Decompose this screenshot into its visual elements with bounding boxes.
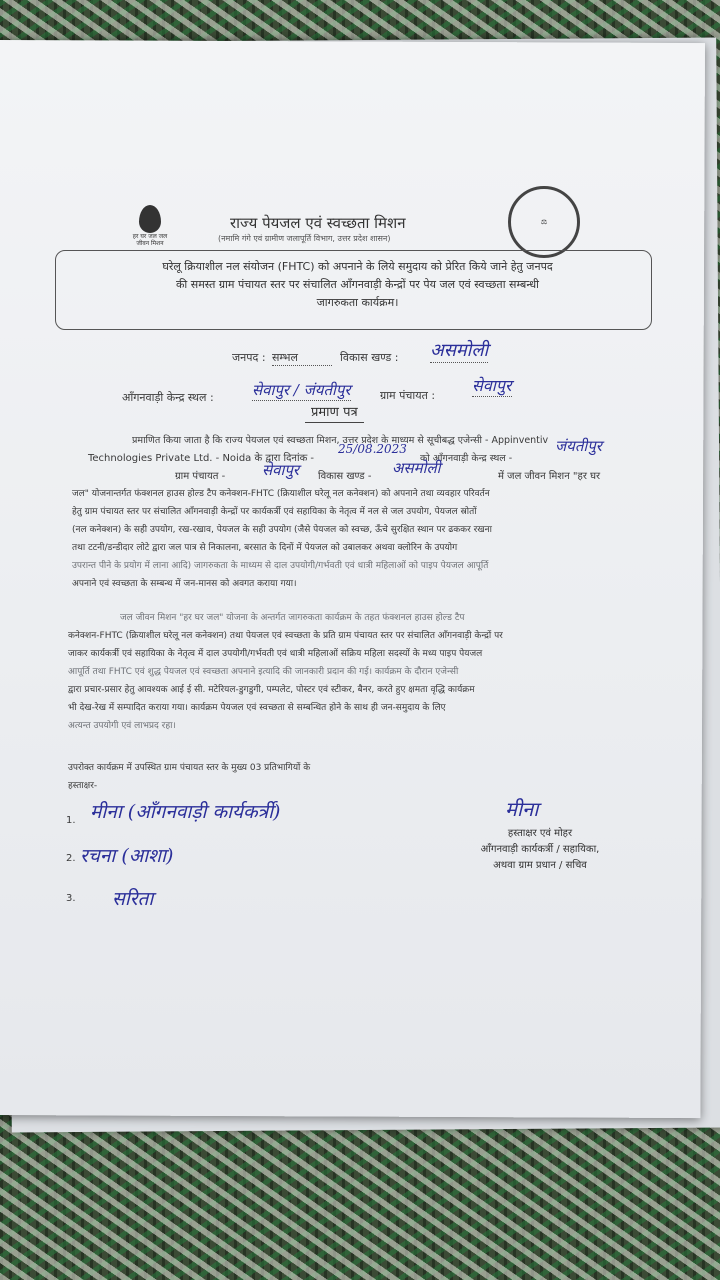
para1-line-3b: विकास खण्ड -	[318, 471, 372, 482]
gram-panchayat-label: ग्राम पंचायत :	[380, 389, 436, 402]
document-header-title: राज्य पेयजल एवं स्वच्छता मिशन	[230, 214, 406, 232]
participant-1-signature: मीना (आँगनवाड़ी कार्यकर्त्री)	[90, 801, 281, 823]
para1-line-9: अपनाने एवं स्वच्छता के सम्बन्ध में जन-मानस को अवगत कराया गया।	[72, 579, 297, 589]
district-value: सम्भल	[272, 350, 332, 366]
para2-line-2: कनेक्शन-FHTC (क्रियाशील घरेलू नल कनेक्शन) तथा पेयजल एवं स्वच्छता के प्रति ग्राम पंचायत स्तर पर संचालित आँगनवाड़ी केन्द्रों पर	[68, 631, 503, 641]
block-value: असमोली	[430, 340, 489, 361]
para1-panchayat-value: सेवापुर	[262, 461, 300, 479]
para1-line-3c: में जल जीवन मिशन "हर घर	[498, 471, 601, 482]
para1-line-8: उपरान्त पीने के प्रयोग में लाना आदि) जागरुकता के माध्यम से दाल उपयोगी/गर्भवती एवं धात्री महिलाओं को पाइप पेयजल आपूर्ति	[72, 561, 489, 571]
participant-2-number: 2.	[66, 853, 76, 864]
participant-1-number: 1.	[66, 815, 76, 826]
para1-line-2a: Technologies Private Ltd. - Noida के द्वारा दिनांक -	[88, 453, 315, 464]
block-label: विकास खण्ड :	[340, 351, 399, 364]
signatory-line-1: हस्ताक्षर एवं मोहर	[507, 828, 573, 839]
para1-center-value: जंयतीपुर	[555, 437, 602, 455]
gram-panchayat-value: सेवापुर	[472, 376, 512, 395]
para1-block-value: असमोली	[392, 459, 441, 477]
program-line-1: घरेलू क्रियाशील नल संयोजन (FHTC) को अपनाने के लिये समुदाय को प्रेरित किये जाने हेतु जनपद	[162, 260, 553, 273]
para1-line-4: जल" योजनान्तर्गत फंक्शनल हाउस होल्ड टैप कनेक्शन-FHTC (क्रियाशील घरेलू नल कनेक्शन) को अपनाने तथा व्यवहार परिवर्तन	[72, 489, 490, 499]
para2-line-3: जाकर कार्यकर्त्री एवं सहायिका के नेतृत्व में दाल उपयोगी/गर्भवती एवं धात्री महिलाओं सक्रिय महिला सदस्यों के मध्य पाइप पेयजल	[68, 649, 483, 659]
para1-line-2b: को आँगनवाड़ी केन्द्र स्थल -	[420, 453, 513, 464]
para1-line-6: (नल कनेक्शन) के सही उपयोग, रख-रखाव, पेयजल के सही उपयोग (जैसे पेयजल को स्वच्छ, ऊँचे सुरक्षित स्थान पर ढककर रखना	[72, 525, 492, 535]
participants-intro: उपरोक्त कार्यक्रम में उपस्थित ग्राम पंचायत स्तर के मुख्य 03 प्रतिभागियों के	[68, 763, 311, 773]
para2-line-7: अत्यन्त उपयोगी एवं लाभप्रद रहा।	[68, 721, 176, 731]
document-header-subtitle: (नमामि गंगे एवं ग्रामीण जलापूर्ति विभाग, उत्तर प्रदेश शासन)	[218, 234, 391, 243]
para1-line-5: हेतु ग्राम पंचायत स्तर पर संचालित आँगनवाड़ी केन्द्रों पर कार्यकर्त्री एवं सहायिका के नेतृत्व में नल से जल उपयोग, पेयजल स्रोतों	[72, 507, 477, 517]
water-drop-icon	[139, 205, 161, 233]
para2-line-5: द्वारा प्रचार-प्रसार हेतु आवश्यक आई ई सी. मटेरियल-डुगडुगी, पम्पलेट, पोस्टर एवं स्टीकर, बैनर, करते हुए क्षमता वृद्धि कार्यक्रम	[68, 685, 475, 695]
certificate-title: प्रमाण पत्र	[305, 402, 364, 423]
participant-2-signature: रचना (आशा)	[80, 845, 174, 867]
para1-line-3a: ग्राम पंचायत -	[175, 471, 226, 482]
program-line-3: जागरुकता कार्यक्रम।	[316, 296, 399, 309]
anganwadi-center-value: सेवापुर / जंयतीपुर	[252, 381, 351, 399]
para1-line-1: प्रमाणित किया जाता है कि राज्य पेयजल एवं स्वच्छता मिशन, उत्तर प्रदेश के माध्यम से सूचीबद्ध एजेन्सी - Appinventiv	[132, 435, 549, 446]
para1-line-7: तथा टटनी/डन्डीदार लोटे द्वारा जल पात्र से निकालना, बरसात के दिनों में पेयजल को उबालकर अथवा क्लोरिन के उपयोग	[72, 543, 458, 553]
para2-line-4: आपूर्ति तथा FHTC एवं शुद्ध पेयजल एवं स्वच्छता अपनाने इत्यादि की जानकारी प्रदान की गई। कार्यक्रम के दौरान एजेन्सी	[68, 667, 459, 677]
district-label: जनपद :	[232, 351, 266, 364]
up-government-seal	[508, 186, 580, 258]
signatory-line-3: अथवा ग्राम प्रधान / सचिव	[493, 860, 587, 871]
event-date: 25/08.2023	[338, 442, 407, 456]
logo-caption: हर घर जल जल जीवन मिशन	[132, 233, 168, 247]
signatory-line-2: आँगनवाड़ी कार्यकर्त्री / सहायिका,	[480, 844, 600, 855]
signatory-signature: मीना	[505, 797, 539, 821]
para2-line-1: जल जीवन मिशन "हर घर जल" योजना के अन्तर्गत जागरुकता कार्यक्रम के तहत फंक्शनल हाउस होल्ड टैप	[120, 613, 465, 623]
participants-signature-label: हस्ताक्षर-	[68, 781, 98, 791]
participant-3-number: 3.	[66, 893, 76, 904]
para2-line-6: भी देख-रेख में सम्पादित कराया गया। कार्यक्रम पेयजल एवं स्वच्छता से सम्बन्धित होने के साथ ही जन-समुदाय के लिए	[68, 703, 446, 713]
participant-3-signature: सरिता	[112, 888, 154, 910]
emblem-icon: ⚖	[540, 218, 548, 226]
anganwadi-center-label: आँगनवाड़ी केन्द्र स्थल :	[122, 391, 214, 404]
jal-jeevan-mission-logo	[128, 205, 172, 247]
program-line-2: की समस्त ग्राम पंचायत स्तर पर संचालित आँगनवाड़ी केन्द्रों पर पेय जल एवं स्वच्छता सम्बन्धी	[175, 278, 539, 291]
